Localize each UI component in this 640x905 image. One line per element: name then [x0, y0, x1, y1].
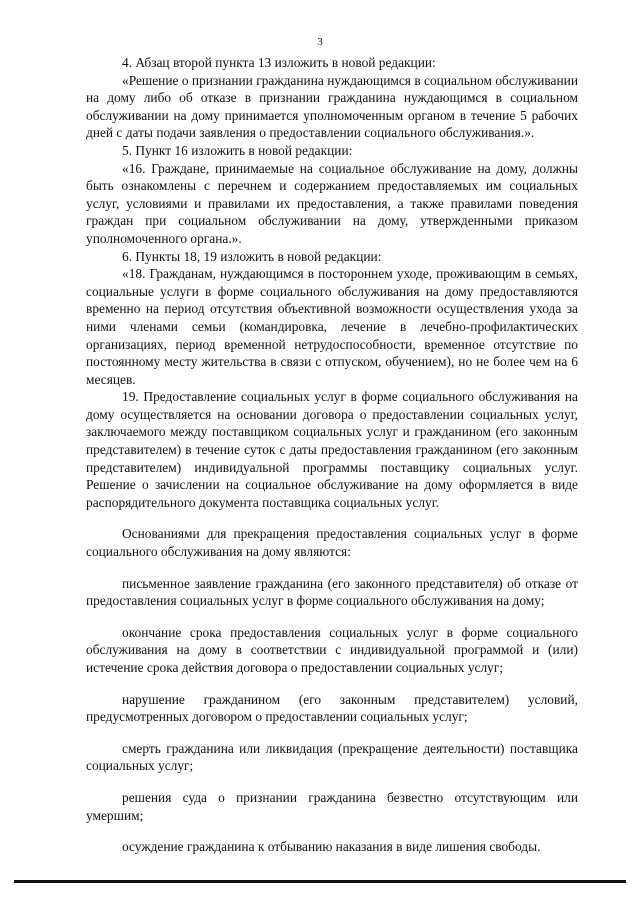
paragraph-item-19-text: 19. Предоставление социальных услуг в форме социального обслуживания на дому осуществляется на основании договора о предоставлении социальных услуг, заключаемого между поставщиком социальных услуг и гражданином (его законным представителем) в течение суток с даты предоставления гражданином (его законным представителем) индивидуальной программы поставщику социальных услуг. Решение о зачислении на социальное обслуживание на дому оформляется в виде распорядительного документа поставщика социальных услуг. — [86, 389, 578, 510]
list-item-death-or-liquidation: смерть гражданина или ликвидация (прекращение деятельности) поставщика социальных услуг; — [86, 740, 578, 774]
list-item-court-decision: решения суда о признании гражданина безвестно отсутствующим или умершим; — [86, 789, 578, 823]
footer-divider — [14, 880, 626, 883]
paragraph-item-4-heading: 4. Абзац второй пункта 13 изложить в новой редакции: — [122, 55, 436, 70]
list-item-imprisonment: осуждение гражданина к отбыванию наказания в виде лишения свободы. — [122, 839, 541, 855]
paragraph-item-5-heading: 5. Пункт 16 изложить в новой редакции: — [122, 142, 353, 158]
list-item-term-expiry: окончание срока предоставления социальных услуг в форме социального обслуживания на дому в соответствии с индивидуальной программой и (или) истечение срока действия договора о предоставлении социальных услуг; — [86, 624, 578, 675]
page-number: 3 — [317, 36, 323, 48]
paragraph-item-18-text: «18. Гражданам, нуждающимся в постороннем уходе, проживающим в семьях, социальные услуги в форме социального обслуживания на дому предоставляются временно на период отсутствия объективной возможности осуществления ухода за ними членами семьи (командировка, лечение в лечебно-профилактических организациях, период временной нетрудоспособности, временное отсутствие по постоянному месту жительства в связи с отпуском, обучением), но не более чем на 6 месяцев. — [86, 266, 578, 387]
list-item-contract-violation: нарушение гражданином (его законным представителем) условий, предусмотренных договором о предоставлении социальных услуг; — [86, 691, 578, 725]
paragraph-item-16-text: «16. Граждане, принимаемые на социальное обслуживание на дому, должны быть ознакомлены с перечнем и содержанием предоставляемых им социальных услуг, условиями и правилами их предоставления, а также правилами поведения граждан при социальном обслуживании на дому, утвержденными приказом уполномоченного органа.». — [86, 160, 578, 246]
paragraph-item-13-text: «Решение о признании гражданина нуждающимся в социальном обслуживании на дому либо об отказе в признании гражданина нуждающимся в социальном обслуживании на дому принимается уполномоченным органом в течение 5 рабочих дней с даты подачи заявления о предоставлении социального обслуживания.». — [86, 72, 578, 141]
list-item-written-statement: письменное заявление гражданина (его законного представителя) об отказе от предоставления социальных услуг в форме социального обслуживания на дому; — [86, 575, 578, 609]
document-body — [86, 54, 578, 856]
paragraph-termination-grounds: Основаниями для прекращения предоставления социальных услуг в форме социального обслуживания на дому являются: — [86, 526, 578, 560]
paragraph-item-6-heading: 6. Пункты 18, 19 изложить в новой редакции: — [122, 248, 382, 264]
